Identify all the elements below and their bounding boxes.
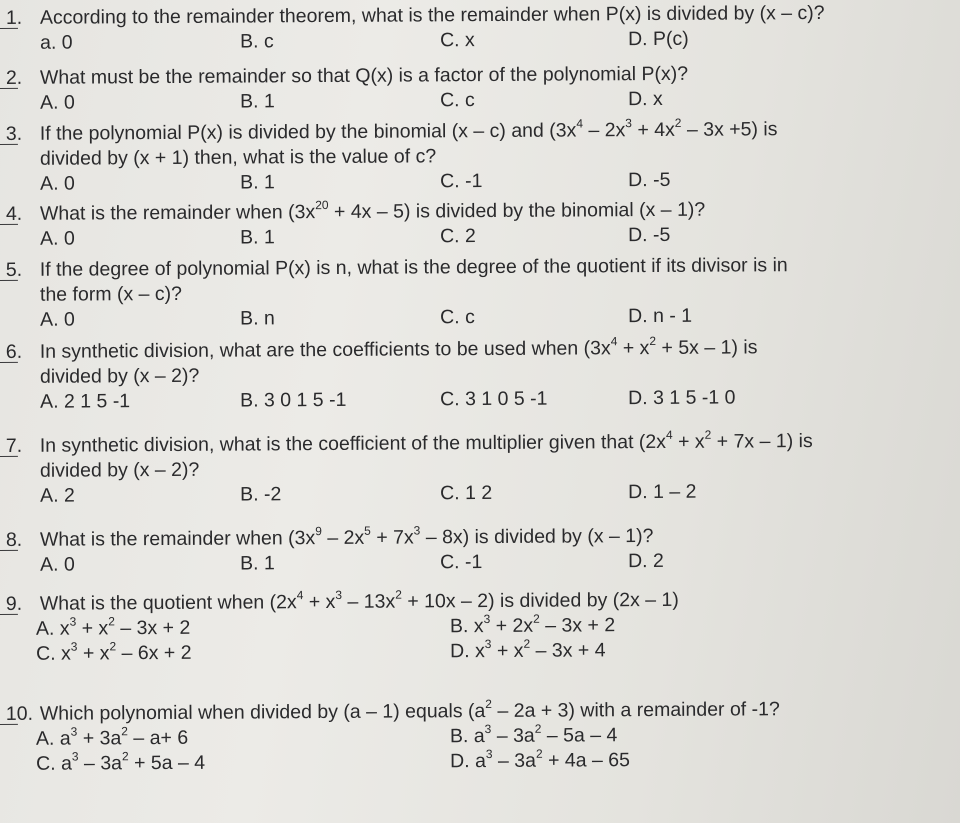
question-number: 3. — [5, 122, 23, 145]
answer-choice: A. 0 — [40, 227, 75, 250]
answer-options — [0, 636, 960, 667]
answer-choice: D. 2 — [627, 549, 664, 573]
question-text: divided by (x – 2)? — [39, 364, 200, 388]
answer-choice: C. 1 2 — [440, 481, 493, 505]
answer-choice: C. $x^3 + x^2 - 6x + 2$ — [36, 638, 192, 665]
answer-choice: a. 0 — [40, 31, 73, 54]
answer-choice: D. n - 1 — [628, 304, 693, 328]
question-3 — [0, 116, 960, 197]
answer-choice: B. $x^3 + 2x^2 - 3x + 2$ — [449, 611, 616, 638]
question-text: If the polynomial P(x) is divided by the binomial (x – c) and $(3x^4 - 2x^3 + 4x^2 - 3x +5)$ is — [39, 115, 778, 145]
answer-choice: C. x — [439, 29, 475, 52]
answer-choice: A. 0 — [40, 553, 75, 576]
answer-choice: C. 3 1 0 5 -1 — [440, 387, 548, 411]
question-5 — [0, 252, 960, 333]
answer-choice: B. 3 0 1 5 -1 — [240, 388, 347, 412]
question-number: 9. — [5, 592, 23, 615]
answer-choice: D. $x^3 + x^2 - 3x + 4$ — [450, 636, 606, 663]
question-text: What must be the remainder so that Q(x) is a factor of the polynomial P(x)? — [39, 62, 689, 89]
question-text: divided by (x – 2)? — [39, 458, 200, 482]
question-number: 7. — [5, 434, 23, 457]
question-2 — [0, 60, 960, 116]
answer-choice: B. -2 — [240, 483, 282, 506]
question-7 — [0, 428, 960, 509]
answer-choice: A. $a^3 + 3a^2 - a+ 6$ — [35, 723, 189, 750]
question-4 — [0, 196, 960, 252]
answer-choice: B. 1 — [240, 552, 275, 575]
question-number: 1. — [5, 6, 23, 29]
answer-choice: D. P(c) — [627, 27, 689, 51]
answer-choice: D. -5 — [627, 223, 671, 247]
answer-choice: B. 1 — [240, 171, 275, 194]
answer-choice: C. 2 — [439, 225, 476, 248]
answer-choice: D. $a^3 - 3a^2 + 4a - 65$ — [450, 746, 631, 773]
answer-choice: C. -1 — [439, 551, 483, 574]
question-text: According to the remainder theorem, what is the remainder when P(x) is divided by (x – c)? — [39, 1, 825, 29]
answer-choice: C. $a^3 - 3a^2 + 5a - 4$ — [36, 748, 206, 775]
answer-choice: B. 1 — [240, 90, 275, 113]
question-number: 4. — [5, 202, 23, 225]
question-number: 2. — [5, 66, 23, 89]
answer-choice: C. c — [440, 306, 475, 329]
answer-options — [0, 25, 960, 56]
question-text: the form (x – c)? — [39, 282, 183, 306]
answer-choice: A. 2 1 5 -1 — [40, 390, 131, 413]
answer-choice: D. x — [627, 87, 663, 111]
answer-options — [0, 384, 960, 415]
answer-options — [0, 478, 960, 509]
answer-choice: B. 1 — [240, 226, 275, 249]
answer-choice: B. $a^3 - 3a^2 - 5a - 4$ — [449, 721, 618, 748]
answer-choice: D. -5 — [628, 168, 671, 192]
answer-choice: B. n — [240, 307, 275, 330]
answer-choice: C. c — [439, 89, 475, 112]
question-10 — [0, 696, 960, 777]
answer-choice: C. -1 — [440, 170, 483, 193]
question-text: What is the remainder when $(3x^{20} + 4x - 5)$ is divided by the binomial (x – 1)? — [39, 197, 706, 225]
answer-options — [0, 547, 960, 578]
answer-choice: A. 2 — [40, 484, 75, 507]
question-number: 8. — [5, 528, 23, 551]
answer-choice: B. c — [240, 30, 274, 53]
question-number: 5. — [5, 258, 23, 281]
answer-options — [0, 746, 960, 777]
answer-choice: D. 1 – 2 — [628, 480, 697, 504]
question-text: What is the remainder when $(3x^9 - 2x^5 + 7x^3 - 8x)$ is divided by (x – 1)? — [39, 522, 654, 551]
question-number: 10. — [5, 702, 34, 725]
question-text: In synthetic division, what is the coefficient of the multiplier given that $(2x^4 + x^2 + 7x - 1)$ is — [39, 427, 813, 457]
question-8 — [0, 522, 960, 578]
question-text: If the degree of polynomial P(x) is n, what is the degree of the quotient if its divisor is in — [39, 254, 788, 281]
question-text: Which polynomial when divided by (a – 1) equals $(a^2 - 2a + 3)$ with a remainder of -1? — [39, 696, 780, 725]
answer-options — [0, 221, 960, 252]
answer-options — [0, 302, 960, 333]
answer-options — [0, 166, 960, 197]
answer-choice: A. 0 — [40, 308, 75, 331]
answer-options — [0, 85, 960, 116]
question-text: What is the quotient when $(2x^4 + x^3 - 13x^2 + 10x - 2)$ is divided by (2x – 1) — [39, 587, 679, 615]
answer-choice: A. 0 — [40, 172, 75, 195]
answer-choice: A. $x^3 + x^2 - 3x + 2$ — [35, 613, 191, 640]
question-9 — [0, 586, 960, 667]
answer-choice: D. 3 1 5 -1 0 — [628, 386, 736, 410]
answer-choice: A. 0 — [40, 91, 75, 114]
question-text: In synthetic division, what are the coefficients to be used when $(3x^4 + x^2 + 5x - 1)$ is — [39, 333, 758, 363]
question-1 — [0, 0, 960, 56]
question-text: divided by (x + 1) then, what is the value of c? — [39, 145, 437, 170]
question-number: 6. — [5, 340, 23, 363]
question-6 — [0, 334, 960, 415]
